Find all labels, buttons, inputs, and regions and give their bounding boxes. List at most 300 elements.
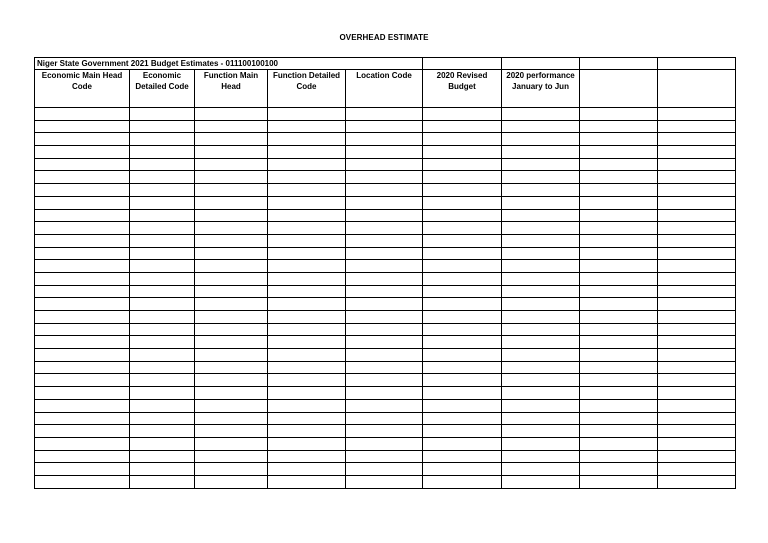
table-cell [195, 374, 268, 387]
table-cell [35, 323, 130, 336]
table-cell [195, 184, 268, 197]
table-cell [130, 247, 195, 260]
table-cell [658, 196, 736, 209]
table-cell [346, 349, 423, 362]
table-cell [35, 120, 130, 133]
table-cell [502, 463, 580, 476]
table-cell [580, 58, 658, 70]
table-cell [268, 323, 346, 336]
table-cell [658, 437, 736, 450]
table-cell [35, 234, 130, 247]
table-cell [130, 108, 195, 121]
table-cell [268, 437, 346, 450]
table-cell [35, 184, 130, 197]
table-cell [35, 311, 130, 324]
table-cell [346, 285, 423, 298]
table-cell [502, 247, 580, 260]
table-cell [195, 171, 268, 184]
table-cell [268, 272, 346, 285]
table-cell [130, 387, 195, 400]
table-row [35, 247, 736, 260]
table-cell [502, 120, 580, 133]
table-cell [346, 158, 423, 171]
table-row [35, 336, 736, 349]
table-cell [423, 298, 502, 311]
table-cell [658, 222, 736, 235]
table-cell [502, 311, 580, 324]
table-cell [346, 222, 423, 235]
table-cell [502, 450, 580, 463]
table-cell [346, 425, 423, 438]
table-cell [346, 196, 423, 209]
page-title: OVERHEAD ESTIMATE [339, 33, 429, 42]
table-cell [346, 108, 423, 121]
table-cell [580, 399, 658, 412]
table-cell [658, 298, 736, 311]
table-cell [580, 285, 658, 298]
table-cell [580, 323, 658, 336]
table-cell [268, 222, 346, 235]
table-cell [195, 412, 268, 425]
table-cell [130, 146, 195, 159]
table-cell [423, 234, 502, 247]
table-row [35, 171, 736, 184]
table-cell [502, 323, 580, 336]
table-cell [502, 425, 580, 438]
table-cell [580, 349, 658, 362]
table-cell [35, 387, 130, 400]
table-cell [130, 120, 195, 133]
table-cell [346, 399, 423, 412]
table-cell [268, 234, 346, 247]
table-cell [35, 247, 130, 260]
budget-table [34, 57, 736, 489]
table-cell [502, 437, 580, 450]
table-cell [346, 361, 423, 374]
table-cell [130, 412, 195, 425]
table-cell [268, 311, 346, 324]
table-cell [35, 450, 130, 463]
table-cell [35, 374, 130, 387]
table-cell [502, 222, 580, 235]
table-cell [502, 272, 580, 285]
table-cell [423, 133, 502, 146]
table-cell [580, 463, 658, 476]
table-cell [502, 361, 580, 374]
table-cell [580, 158, 658, 171]
table-cell [502, 158, 580, 171]
table-cell [35, 108, 130, 121]
table-cell [130, 336, 195, 349]
table-row [35, 120, 736, 133]
table-cell [658, 336, 736, 349]
table-cell [658, 120, 736, 133]
table-cell [658, 146, 736, 159]
table-cell [423, 184, 502, 197]
table-cell [423, 171, 502, 184]
table-cell [35, 361, 130, 374]
table-cell [268, 285, 346, 298]
table-cell [35, 425, 130, 438]
table-row [35, 450, 736, 463]
table-cell [35, 412, 130, 425]
table-row [35, 146, 736, 159]
table-cell [580, 272, 658, 285]
table-cell [268, 196, 346, 209]
table-cell [195, 285, 268, 298]
table-cell [35, 146, 130, 159]
table-cell [268, 158, 346, 171]
table-cell [268, 120, 346, 133]
table-cell [502, 196, 580, 209]
caption-row [35, 58, 736, 70]
column-header: Economic Detailed Code [130, 70, 195, 108]
table-cell [658, 374, 736, 387]
column-header: Economic Main Head Code [35, 70, 130, 108]
table-cell [195, 196, 268, 209]
table-cell [268, 260, 346, 273]
table-cell [658, 171, 736, 184]
table-cell [268, 146, 346, 159]
table-cell [130, 399, 195, 412]
table-cell [130, 475, 195, 488]
table-cell [346, 437, 423, 450]
table-cell [130, 133, 195, 146]
table-row [35, 234, 736, 247]
table-cell [130, 158, 195, 171]
table-cell [35, 285, 130, 298]
table-cell [423, 108, 502, 121]
table-cell [658, 425, 736, 438]
table-cell [130, 298, 195, 311]
table-cell [580, 234, 658, 247]
table-cell [658, 158, 736, 171]
table-cell [580, 260, 658, 273]
table-cell [658, 399, 736, 412]
table-cell [502, 374, 580, 387]
table-cell [346, 209, 423, 222]
table-cell [346, 184, 423, 197]
table-cell [580, 222, 658, 235]
table-cell [268, 450, 346, 463]
table-cell [130, 184, 195, 197]
table-cell [346, 234, 423, 247]
table-cell [195, 425, 268, 438]
table-cell [502, 209, 580, 222]
table-cell [423, 196, 502, 209]
table-row [35, 475, 736, 488]
column-header: Location Code [346, 70, 423, 108]
table-cell [502, 146, 580, 159]
table-cell [658, 323, 736, 336]
table-cell [130, 272, 195, 285]
column-header [658, 70, 736, 108]
table-cell [423, 120, 502, 133]
table-cell [658, 184, 736, 197]
table-cell [195, 222, 268, 235]
table-cell [423, 58, 502, 70]
table-cell [195, 108, 268, 121]
table-row [35, 260, 736, 273]
table-cell [195, 209, 268, 222]
table-cell [268, 108, 346, 121]
table-cell [658, 475, 736, 488]
table-cell [268, 298, 346, 311]
table-cell [268, 336, 346, 349]
table-cell [195, 349, 268, 362]
table-row [35, 133, 736, 146]
table-cell [502, 133, 580, 146]
table-cell [502, 260, 580, 273]
table-cell [423, 285, 502, 298]
sheet-caption: Niger State Government 2021 Budget Estimates - 011100100100 [35, 58, 423, 70]
table-cell [195, 437, 268, 450]
table-cell [346, 323, 423, 336]
table-cell [195, 323, 268, 336]
table-cell [423, 437, 502, 450]
table-cell [580, 311, 658, 324]
table-cell [130, 323, 195, 336]
table-cell [130, 425, 195, 438]
table-cell [502, 298, 580, 311]
table-cell [346, 412, 423, 425]
table-row [35, 272, 736, 285]
table-cell [502, 108, 580, 121]
table-cell [346, 247, 423, 260]
table-cell [346, 450, 423, 463]
table-cell [658, 58, 736, 70]
table-cell [502, 234, 580, 247]
table-cell [35, 158, 130, 171]
table-cell [580, 146, 658, 159]
table-cell [580, 475, 658, 488]
table-cell [268, 133, 346, 146]
table-cell [423, 311, 502, 324]
table-cell [658, 108, 736, 121]
table-cell [346, 298, 423, 311]
table-cell [658, 450, 736, 463]
table-cell [130, 311, 195, 324]
table-row [35, 184, 736, 197]
table-cell [580, 298, 658, 311]
table-cell [580, 425, 658, 438]
table-cell [130, 209, 195, 222]
table-row [35, 437, 736, 450]
table-row [35, 349, 736, 362]
table-cell [502, 387, 580, 400]
table-cell [502, 58, 580, 70]
table-cell [502, 349, 580, 362]
table-cell [130, 450, 195, 463]
table-row [35, 158, 736, 171]
table-cell [346, 133, 423, 146]
table-cell [195, 450, 268, 463]
table-row [35, 209, 736, 222]
table-cell [195, 272, 268, 285]
table-cell [658, 260, 736, 273]
table-cell [268, 374, 346, 387]
table-cell [130, 171, 195, 184]
table-cell [658, 349, 736, 362]
table-cell [195, 298, 268, 311]
table-row [35, 412, 736, 425]
table-cell [502, 399, 580, 412]
table-cell [130, 260, 195, 273]
table-cell [130, 234, 195, 247]
table-cell [268, 184, 346, 197]
table-cell [195, 260, 268, 273]
table-cell [658, 234, 736, 247]
table-cell [346, 260, 423, 273]
table-cell [658, 361, 736, 374]
table-cell [423, 399, 502, 412]
table-cell [35, 437, 130, 450]
table-row [35, 285, 736, 298]
table-row [35, 387, 736, 400]
table-cell [423, 222, 502, 235]
table-row [35, 399, 736, 412]
table-cell [195, 120, 268, 133]
table-cell [35, 222, 130, 235]
table-cell [423, 209, 502, 222]
table-cell [195, 336, 268, 349]
column-header: 2020 performance January to Jun [502, 70, 580, 108]
table-cell [35, 260, 130, 273]
table-cell [130, 361, 195, 374]
table-cell [195, 475, 268, 488]
table-cell [423, 146, 502, 159]
table-cell [423, 463, 502, 476]
table-cell [423, 260, 502, 273]
table-cell [502, 285, 580, 298]
table-cell [580, 450, 658, 463]
table-cell [35, 171, 130, 184]
table-cell [502, 336, 580, 349]
table-cell [195, 399, 268, 412]
table-cell [195, 247, 268, 260]
table-cell [580, 247, 658, 260]
table-cell [580, 184, 658, 197]
table-cell [35, 399, 130, 412]
table-cell [268, 399, 346, 412]
table-cell [346, 146, 423, 159]
table-cell [502, 412, 580, 425]
table-cell [580, 336, 658, 349]
table-row [35, 323, 736, 336]
column-header: Function Main Head [195, 70, 268, 108]
table-row [35, 108, 736, 121]
table-cell [346, 311, 423, 324]
table-cell [130, 463, 195, 476]
table-cell [268, 463, 346, 476]
table-cell [35, 475, 130, 488]
table-cell [35, 349, 130, 362]
table-cell [423, 387, 502, 400]
table-cell [195, 463, 268, 476]
table-cell [580, 120, 658, 133]
column-header [580, 70, 658, 108]
table-row [35, 298, 736, 311]
table-cell [580, 437, 658, 450]
table-cell [502, 184, 580, 197]
table-cell [268, 387, 346, 400]
table-cell [423, 272, 502, 285]
table-cell [423, 323, 502, 336]
column-header: Function Detailed Code [268, 70, 346, 108]
table-cell [423, 425, 502, 438]
table-cell [268, 425, 346, 438]
table-cell [35, 272, 130, 285]
table-cell [658, 272, 736, 285]
table-cell [268, 247, 346, 260]
table-cell [268, 349, 346, 362]
table-cell [580, 209, 658, 222]
table-cell [658, 387, 736, 400]
table-cell [346, 387, 423, 400]
table-cell [268, 171, 346, 184]
table-cell [195, 146, 268, 159]
table-cell [580, 171, 658, 184]
table-cell [130, 374, 195, 387]
table-cell [423, 412, 502, 425]
table-row [35, 361, 736, 374]
table-cell [268, 412, 346, 425]
table-row [35, 222, 736, 235]
table-cell [346, 336, 423, 349]
table-cell [658, 209, 736, 222]
table-cell [346, 120, 423, 133]
table-row [35, 463, 736, 476]
table-cell [35, 336, 130, 349]
table-cell [268, 209, 346, 222]
table-cell [658, 247, 736, 260]
table-cell [423, 349, 502, 362]
table-cell [268, 475, 346, 488]
table-cell [195, 311, 268, 324]
table-cell [346, 463, 423, 476]
table-cell [346, 374, 423, 387]
table-cell [658, 412, 736, 425]
table-cell [580, 133, 658, 146]
table-cell [580, 361, 658, 374]
table-cell [35, 196, 130, 209]
table-cell [423, 247, 502, 260]
table-cell [658, 463, 736, 476]
table-row [35, 425, 736, 438]
table-cell [346, 171, 423, 184]
table-cell [35, 298, 130, 311]
table-cell [580, 387, 658, 400]
table-cell [580, 412, 658, 425]
table-row [35, 311, 736, 324]
table-cell [423, 450, 502, 463]
table-cell [35, 133, 130, 146]
table-cell [423, 336, 502, 349]
table-cell [658, 285, 736, 298]
table-cell [658, 133, 736, 146]
table-row [35, 196, 736, 209]
header-row [35, 70, 736, 108]
table-cell [195, 361, 268, 374]
table-cell [268, 361, 346, 374]
table-cell [346, 272, 423, 285]
table-cell [580, 108, 658, 121]
table-cell [658, 311, 736, 324]
table-cell [423, 361, 502, 374]
table-cell [580, 374, 658, 387]
table-cell [130, 349, 195, 362]
table-cell [502, 475, 580, 488]
